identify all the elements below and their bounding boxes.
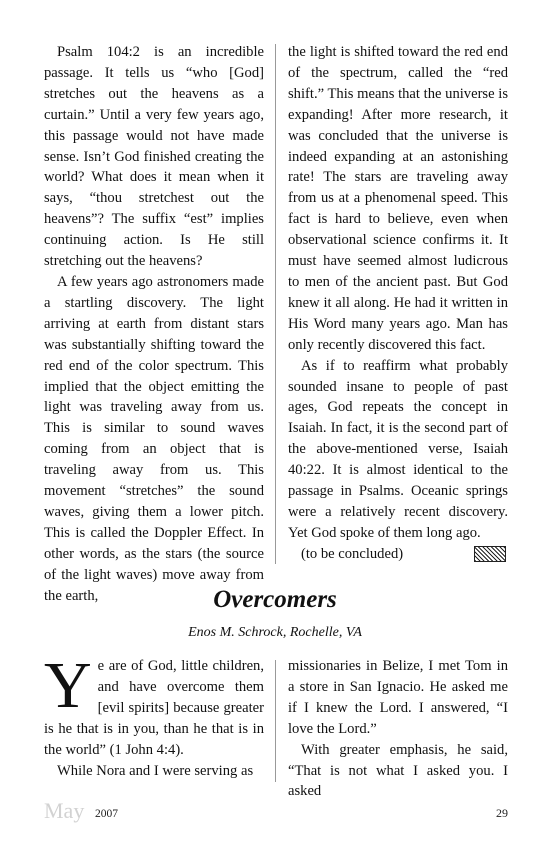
- article-byline: Enos M. Schrock, Rochelle, VA: [188, 625, 362, 640]
- footer-month: May: [44, 798, 85, 823]
- drop-cap-letter: Y: [44, 649, 92, 722]
- continued-article-columns: [44, 42, 508, 606]
- page-number: 29: [496, 806, 508, 820]
- paragraph: While Nora and I were serving as: [57, 762, 254, 779]
- paragraph: As if to reaffirm what probably sounded insane to people of past ages, God repeats the concept in Isaiah. In fact, it is the second part of the above-mentioned verse, Isaiah 40:22. It is almost identical to the passage in Psalms. Oceanic springs were a relatively recent discovery. Yet God spoke of them long ago.: [288, 357, 508, 541]
- right-column: [288, 42, 508, 606]
- left-column: [44, 42, 264, 606]
- paragraph: missionaries in Belize, I met Tom in a store in San Ignacio. He asked me if I knew the Lord. I answered, “I love the Lord.”: [288, 658, 508, 737]
- to-be-concluded-label: (to be concluded): [301, 545, 404, 562]
- paragraph: A few years ago astronomers made a startling discovery. The light arriving at earth from distant stars was substantially shifting toward the red end of the color spectrum. This implied that the object emitting the light was traveling away from us. This is similar to sound waves coming from an object that is traveling away from us. This movement “stretches” the sound waves, giving them a lower pitch. This is called the Doppler Effect. In other words, as the stars (the source of the light waves) move away from the earth,: [44, 273, 264, 604]
- opening-text: e are of God, little children, and have overcome them [evil spirits] because greater is he that is in you, than he that is in the world” (1 John 4:4).: [44, 658, 264, 758]
- paragraph: Psalm 104:2 is an incredible passage. It tells us “who [God] stretches out the heavens as a curtain.” Until a very few years ago, this passage would not have made sense. Isn’t God finished creating the world? What does it mean when it says, “thou stretchest out the heavens”? The suffix “est” implies continuing action. Is He still stretching out the heavens?: [44, 44, 264, 270]
- article-columns: [44, 649, 508, 802]
- paragraph: With greater emphasis, he said, “That is not what I asked you. I asked: [288, 741, 508, 800]
- article-right-column: [288, 656, 508, 802]
- opening-paragraph: [44, 649, 264, 761]
- footer-year: 2007: [95, 808, 118, 820]
- paragraph: the light is shifted toward the red end of the spectrum, called the “red shift.” This means that the universe is expanding! After more research, it was concluded that the universe is indeed expanding at an astonishing rate! The stars are traveling away from us at a phenomenal speed. This fact is hard to believe, even when observational science confirms it. It must have seemed almost ludicrous to men of the ancient past. But God knew it all along. He had it written in His Word many years ago. Man has only recently discovered this fact.: [288, 44, 508, 353]
- to-be-concluded-line: [288, 544, 508, 565]
- article-title: Overcomers: [213, 586, 337, 613]
- article-left-column: [44, 649, 264, 802]
- end-of-article-icon: [474, 546, 506, 562]
